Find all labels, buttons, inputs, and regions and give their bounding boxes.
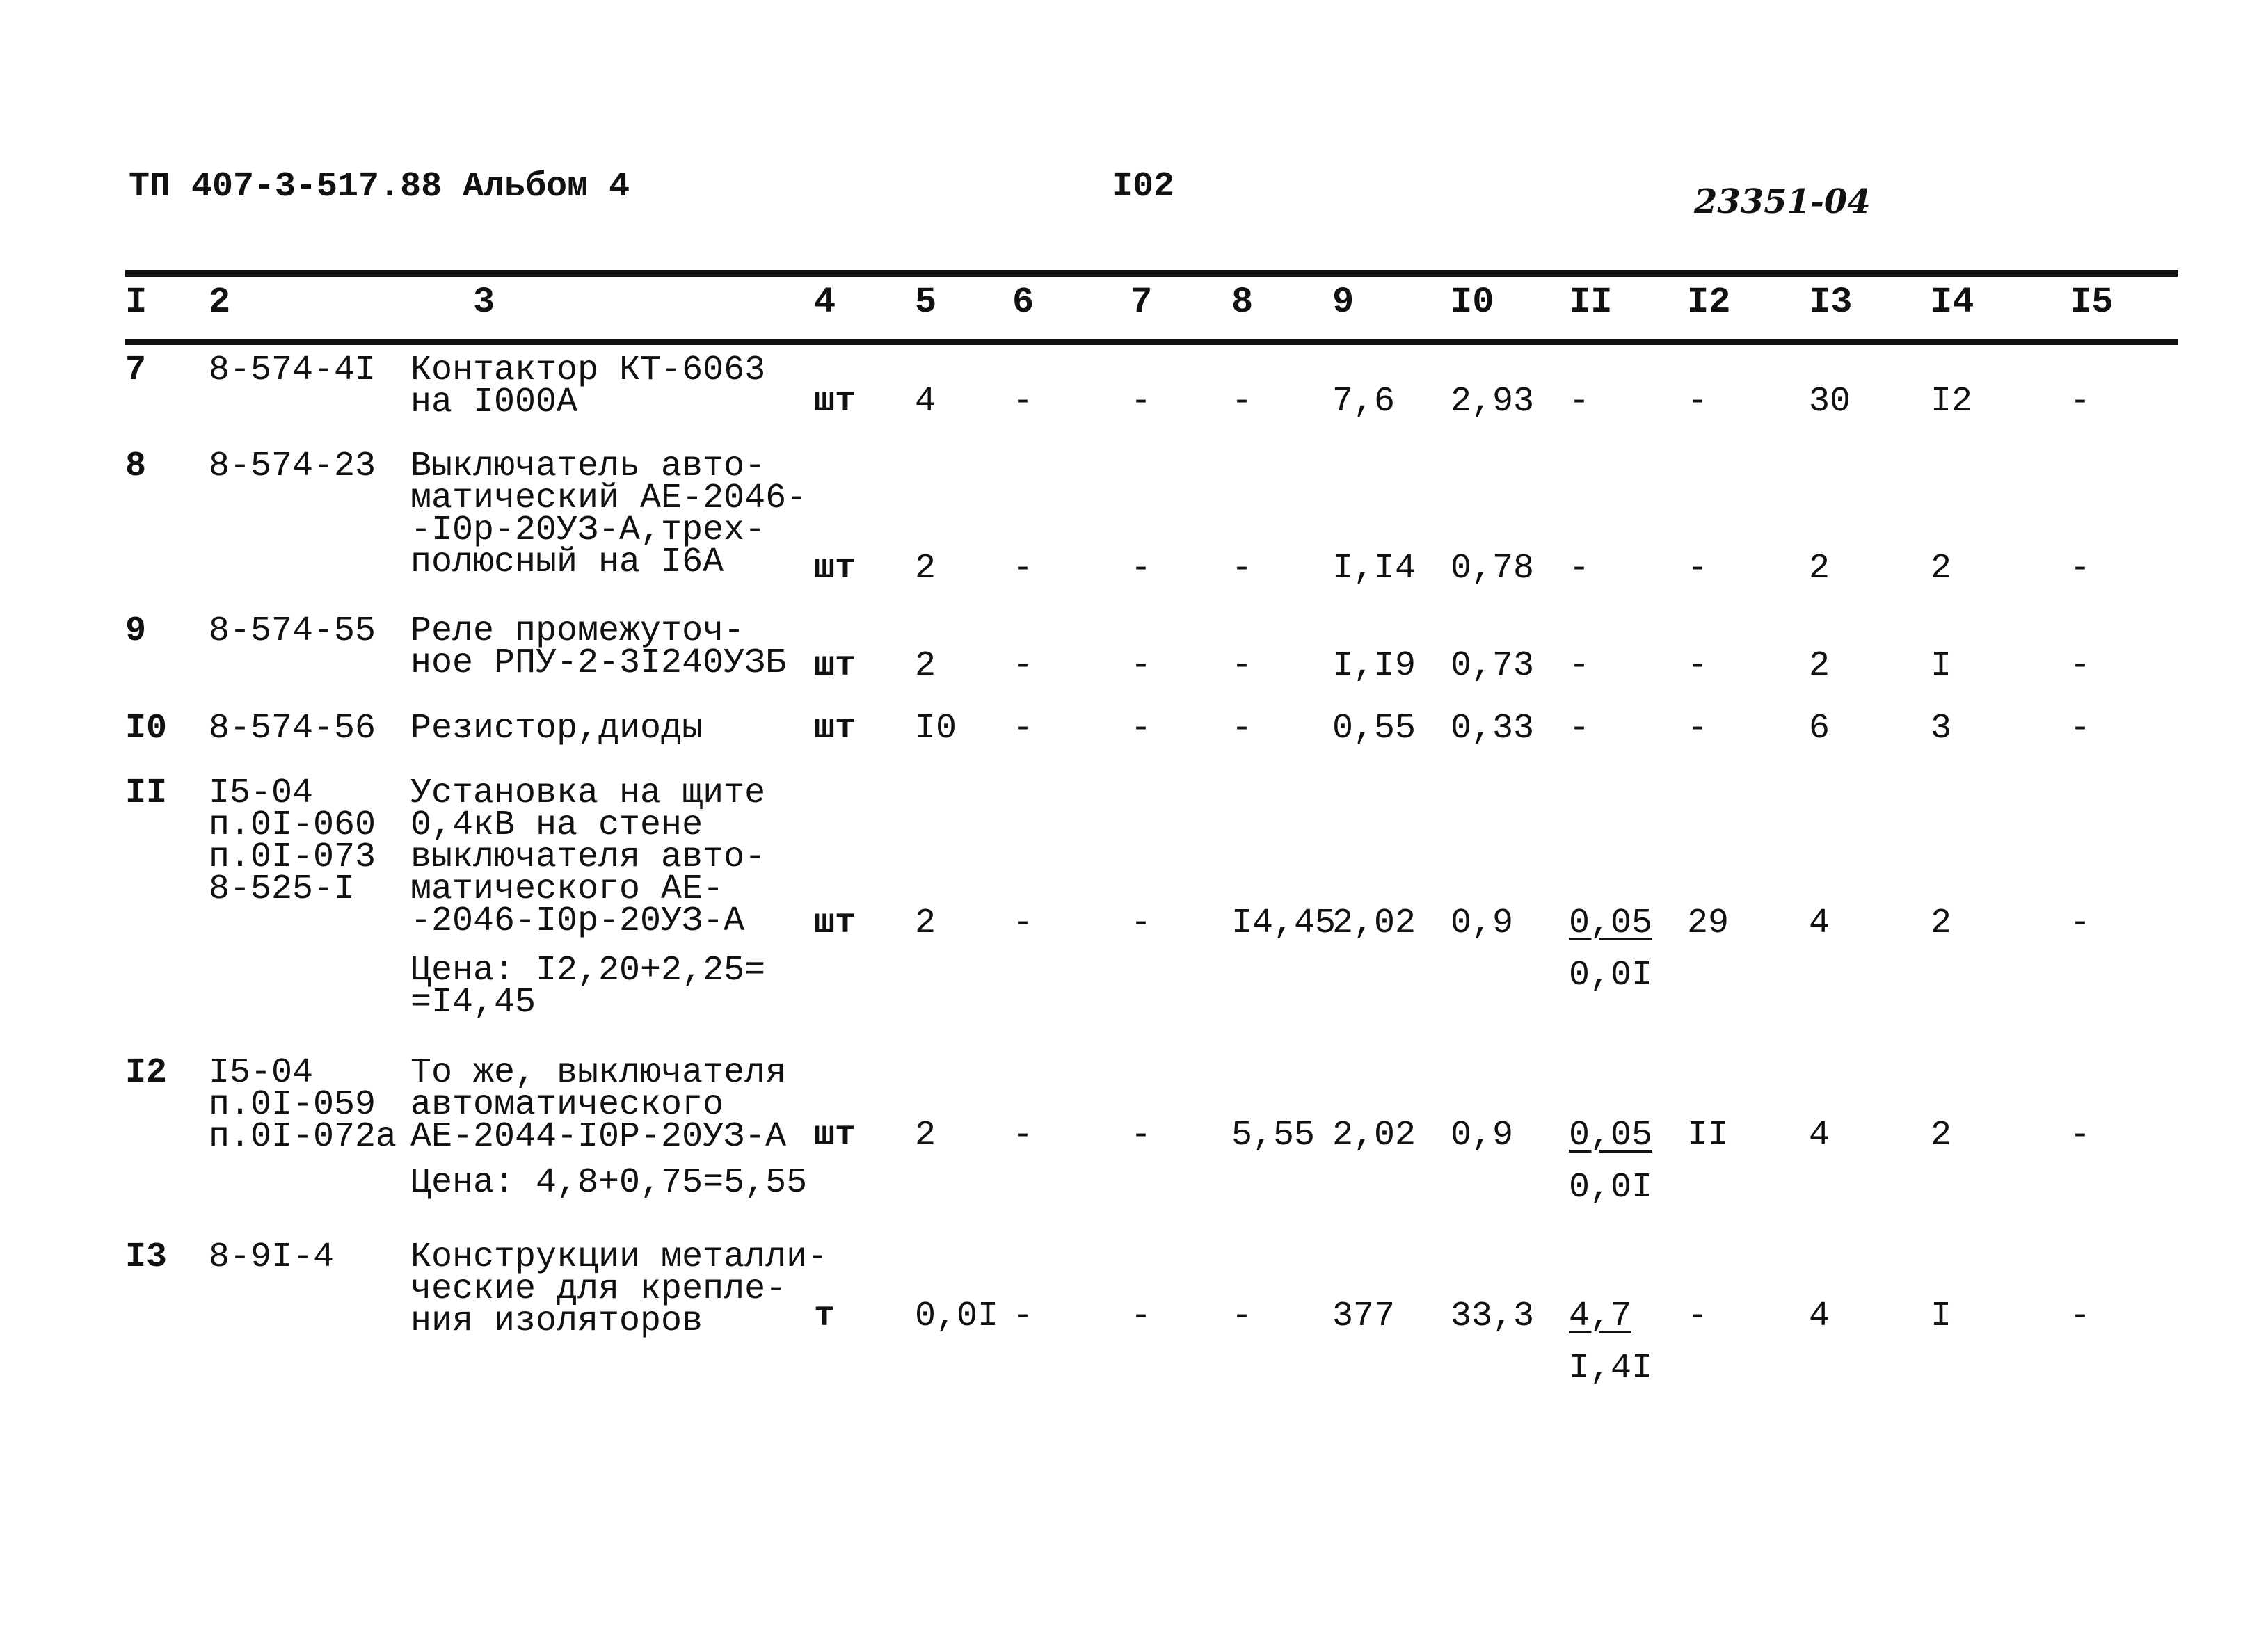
value-col-15: - xyxy=(2070,1297,2091,1336)
item-description: Резистор,диоды xyxy=(410,709,703,748)
value-col-5: 2 xyxy=(915,904,936,943)
value-col-13: 4 xyxy=(1809,1297,1830,1336)
value-col-5: 4 xyxy=(915,382,936,422)
value-col-11: - xyxy=(1569,709,1590,748)
value-col-15: - xyxy=(2070,549,2091,588)
value-col-11: - xyxy=(1569,549,1590,588)
value-col-13: 2 xyxy=(1809,646,1830,686)
column-header: 7 xyxy=(1131,282,1153,323)
value-col-14: 3 xyxy=(1931,709,1952,748)
value-col-7: - xyxy=(1131,709,1152,748)
value-col-14: I2 xyxy=(1931,382,1973,422)
value-col-6: - xyxy=(1012,646,1034,686)
value-col-8: - xyxy=(1231,646,1253,686)
value-col-5: 2 xyxy=(915,646,936,686)
item-description: Установка на щите 0,4кВ на стене выключателя авто- матического АЕ- -2046-I0р-20УЗ-А xyxy=(410,773,766,941)
value-col-9: I,I4 xyxy=(1332,549,1416,588)
column-header: I3 xyxy=(1809,282,1853,323)
value-col-8: - xyxy=(1231,549,1253,588)
unit-cell: шт xyxy=(814,382,856,422)
value-col-11: - xyxy=(1569,646,1590,686)
value-col-13: 6 xyxy=(1809,709,1830,748)
column-header: 6 xyxy=(1012,282,1035,323)
row-number: I0 xyxy=(125,709,168,748)
value-col-6: - xyxy=(1012,382,1034,422)
value-col-12: - xyxy=(1687,709,1709,748)
value-col-14: 2 xyxy=(1931,549,1952,588)
item-description: То же, выключателя автоматического АЕ-2044-I0Р-20УЗ-А xyxy=(410,1053,787,1157)
price-note: Цена: I2,20+2,25= =I4,45 xyxy=(410,951,766,1023)
value-col-11-lower: 0,0I xyxy=(1569,956,1653,995)
value-col-7: - xyxy=(1131,1297,1152,1336)
row-number: 8 xyxy=(125,447,147,486)
value-col-5: 2 xyxy=(915,549,936,588)
value-col-9: 0,55 xyxy=(1332,709,1416,748)
column-header: 9 xyxy=(1332,282,1355,323)
value-col-9: 7,6 xyxy=(1332,382,1396,422)
value-col-7: - xyxy=(1131,1116,1152,1155)
value-col-14: 2 xyxy=(1931,904,1952,943)
value-col-8: - xyxy=(1231,382,1253,422)
price-note: Цена: 4,8+0,75=5,55 xyxy=(410,1163,808,1203)
value-col-6: - xyxy=(1012,709,1034,748)
value-col-8: - xyxy=(1231,709,1253,748)
value-col-15: - xyxy=(2070,382,2091,422)
row-number: I2 xyxy=(125,1053,168,1093)
value-col-8: 5,55 xyxy=(1231,1116,1316,1155)
value-col-6: - xyxy=(1012,1297,1034,1336)
price-code: 8-574-55 xyxy=(209,611,376,651)
column-header: 3 xyxy=(473,282,495,323)
unit-cell: шт xyxy=(814,646,856,686)
unit-cell: шт xyxy=(814,1116,856,1155)
value-col-10: 0,78 xyxy=(1451,549,1535,588)
value-col-10: 0,9 xyxy=(1451,1116,1514,1155)
value-col-7: - xyxy=(1131,549,1152,588)
value-col-13: 4 xyxy=(1809,904,1830,943)
value-col-11-lower: 0,0I xyxy=(1569,1168,1653,1208)
column-header: 8 xyxy=(1231,282,1254,323)
value-col-11: 0,05 xyxy=(1569,1116,1653,1155)
value-col-12: - xyxy=(1687,646,1709,686)
value-col-14: I xyxy=(1931,1297,1952,1336)
value-col-9: 377 xyxy=(1332,1297,1396,1336)
handwritten-code: 23351-04 xyxy=(1694,182,1871,221)
value-col-10: 2,93 xyxy=(1451,382,1535,422)
value-col-13: 4 xyxy=(1809,1116,1830,1155)
value-col-12: 29 xyxy=(1687,904,1730,943)
value-col-10: 0,33 xyxy=(1451,709,1535,748)
column-header: I2 xyxy=(1687,282,1731,323)
row-number: I3 xyxy=(125,1237,168,1277)
price-code: 8-574-56 xyxy=(209,709,376,748)
column-header: II xyxy=(1569,282,1613,323)
table-header-rule xyxy=(125,339,2178,345)
row-number: 7 xyxy=(125,351,147,390)
value-col-8: - xyxy=(1231,1297,1253,1336)
value-col-6: - xyxy=(1012,549,1034,588)
item-description: Контактор КТ-6063 на I000А xyxy=(410,351,766,422)
value-col-5: I0 xyxy=(915,709,957,748)
price-code: I5-04 п.0I-060 п.0I-073 8-525-I xyxy=(209,773,376,909)
value-col-15: - xyxy=(2070,646,2091,686)
value-col-14: 2 xyxy=(1931,1116,1952,1155)
price-code: 8-574-4I xyxy=(209,351,376,390)
value-col-9: 2,02 xyxy=(1332,904,1416,943)
table-top-rule xyxy=(125,270,2178,277)
value-col-15: - xyxy=(2070,1116,2091,1155)
value-col-15: - xyxy=(2070,709,2091,748)
value-col-6: - xyxy=(1012,904,1034,943)
document-id: ТП 407-3-517.88 Альбом 4 xyxy=(129,167,630,207)
item-description: Реле промежуточ- ное РПУ-2-3I240УЗБ xyxy=(410,611,787,683)
column-header: 4 xyxy=(814,282,836,323)
value-col-10: 33,3 xyxy=(1451,1297,1535,1336)
price-code: I5-04 п.0I-059 п.0I-072а xyxy=(209,1053,397,1157)
value-col-11: - xyxy=(1569,382,1590,422)
unit-cell: шт xyxy=(814,549,856,588)
value-col-12: - xyxy=(1687,382,1709,422)
unit-cell: шт xyxy=(814,709,856,748)
value-col-10: 0,9 xyxy=(1451,904,1514,943)
value-col-15: - xyxy=(2070,904,2091,943)
row-number: II xyxy=(125,773,168,813)
column-header: I0 xyxy=(1451,282,1494,323)
value-col-12: - xyxy=(1687,549,1709,588)
value-col-12: II xyxy=(1687,1116,1730,1155)
value-col-8: I4,45 xyxy=(1231,904,1336,943)
value-col-13: 2 xyxy=(1809,549,1830,588)
unit-cell: шт xyxy=(814,904,856,943)
value-col-14: I xyxy=(1931,646,1952,686)
value-col-9: 2,02 xyxy=(1332,1116,1416,1155)
value-col-11: 4,7 xyxy=(1569,1297,1632,1336)
value-col-11: 0,05 xyxy=(1569,904,1653,943)
value-col-13: 30 xyxy=(1809,382,1851,422)
item-description: Конструкции металли- ческие для крепле- ния изоляторов xyxy=(410,1237,829,1341)
value-col-7: - xyxy=(1131,646,1152,686)
unit-cell: т xyxy=(814,1297,836,1336)
price-code: 8-9I-4 xyxy=(209,1237,335,1277)
value-col-7: - xyxy=(1131,382,1152,422)
row-number: 9 xyxy=(125,611,147,651)
value-col-7: - xyxy=(1131,904,1152,943)
value-col-11-lower: I,4I xyxy=(1569,1349,1653,1388)
column-header: 2 xyxy=(209,282,231,323)
value-col-10: 0,73 xyxy=(1451,646,1535,686)
value-col-6: - xyxy=(1012,1116,1034,1155)
item-description: Выключатель авто- матический АЕ-2046- -I0р-20УЗ-А,трех- полюсный на I6А xyxy=(410,447,808,582)
value-col-12: - xyxy=(1687,1297,1709,1336)
value-col-9: I,I9 xyxy=(1332,646,1416,686)
value-col-5: 2 xyxy=(915,1116,936,1155)
column-header: 5 xyxy=(915,282,937,323)
price-code: 8-574-23 xyxy=(209,447,376,486)
page-number: I02 xyxy=(1112,167,1175,207)
column-header: I5 xyxy=(2070,282,2114,323)
column-header: I4 xyxy=(1931,282,1974,323)
column-header: I xyxy=(125,282,147,323)
value-col-5: 0,0I xyxy=(915,1297,999,1336)
